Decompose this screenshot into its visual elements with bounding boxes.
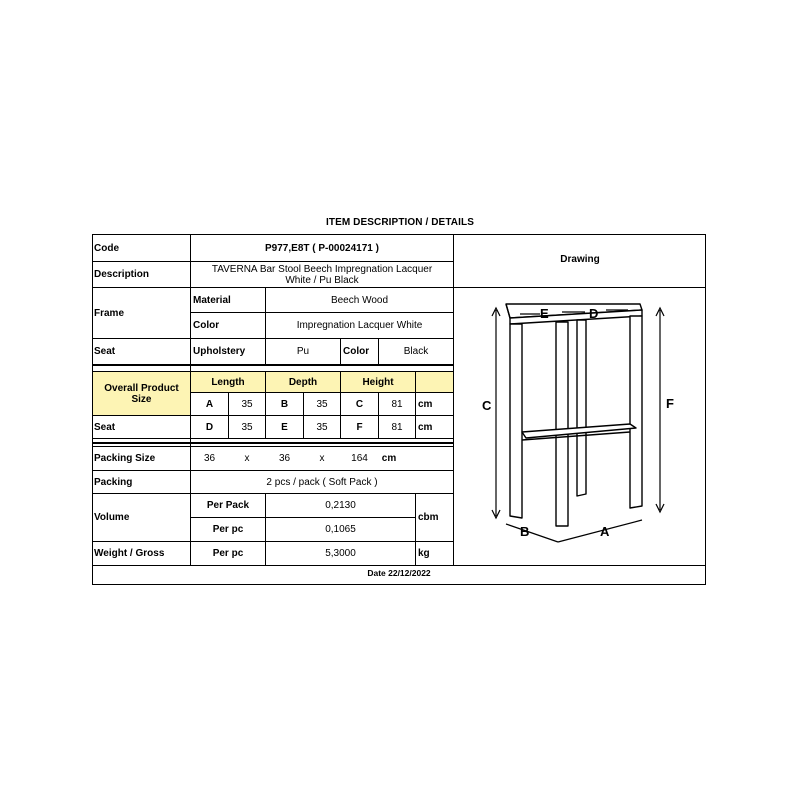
upholstery-label: Upholstery (193, 346, 246, 357)
code-label: Code (94, 242, 119, 254)
overall-unit: cm (418, 398, 433, 410)
label-f: F (666, 396, 674, 411)
weight-value: 5,3000 (325, 548, 356, 559)
frame-color-value: Impregnation Lacquer White (296, 320, 423, 331)
dim-d-value: 35 (241, 421, 253, 433)
weight-per-pc-label: Per pc (212, 548, 244, 559)
dim-b-label: B (280, 398, 289, 410)
seat-spec-label: Seat (94, 346, 116, 357)
length-header: Length (211, 376, 245, 388)
weight-unit: kg (418, 548, 430, 559)
packing-x1: x (244, 453, 250, 464)
footer-date: Date 22/12/2022 (367, 568, 431, 578)
packing-length: 36 (203, 453, 216, 464)
packing-size-label: Packing Size (94, 453, 156, 464)
packing-width: 36 (278, 453, 291, 464)
dim-a-label: A (205, 398, 214, 410)
dim-f-value: 81 (391, 421, 403, 433)
volume-per-pc-value: 0,1065 (325, 524, 356, 535)
code-value: P977,E8T ( P-00024171 ) (265, 242, 379, 254)
drawing-title: Drawing (560, 254, 600, 265)
seat-dims-unit: cm (418, 421, 433, 433)
dim-e-label: E (281, 421, 288, 433)
dim-f-label: F (356, 421, 363, 433)
page-title: ITEM DESCRIPTION / DETAILS (326, 217, 474, 228)
dim-b-value: 35 (316, 398, 328, 410)
seat-dims-label: Seat (94, 421, 116, 433)
dim-c-value: 81 (391, 398, 403, 410)
overall-size-label: Overall Product Size (104, 382, 179, 405)
packing-value: 2 pcs / pack ( Soft Pack ) (266, 476, 378, 488)
material-label: Material (193, 294, 231, 306)
height-header: Height (362, 376, 394, 388)
dim-d-label: D (205, 421, 214, 433)
frame-label: Frame (94, 307, 125, 319)
label-d: D (589, 306, 599, 321)
description-value: TAVERNA Bar Stool Beech Impregnation Lacquer White / Pu Black (211, 263, 433, 286)
material-value: Beech Wood (330, 294, 389, 306)
per-pack-value: 0,2130 (325, 500, 356, 511)
volume-per-pc-label: Per pc (212, 524, 244, 535)
volume-label: Volume (94, 512, 130, 523)
label-e: E (540, 306, 549, 321)
packing-x2: x (319, 453, 325, 464)
packing-height: 164 (351, 453, 368, 464)
volume-unit: cbm (418, 512, 439, 523)
packing-label: Packing (94, 476, 133, 488)
dim-c-label: C (355, 398, 364, 410)
per-pack-label: Per Pack (206, 500, 250, 511)
label-c: C (482, 398, 492, 413)
label-a: A (600, 524, 610, 539)
dim-e-value: 35 (316, 421, 328, 433)
bar-stool-drawing (470, 296, 680, 548)
upholstery-value: Pu (296, 346, 310, 357)
packing-unit: cm (381, 453, 397, 464)
seat-color-value: Black (403, 346, 429, 357)
frame-color-label: Color (193, 320, 220, 331)
seat-color-label: Color (343, 346, 370, 357)
weight-label: Weight / Gross (94, 548, 165, 559)
dim-a-value: 35 (241, 398, 253, 410)
depth-header: Depth (288, 376, 318, 388)
description-label: Description (94, 269, 150, 280)
label-b: B (520, 524, 530, 539)
